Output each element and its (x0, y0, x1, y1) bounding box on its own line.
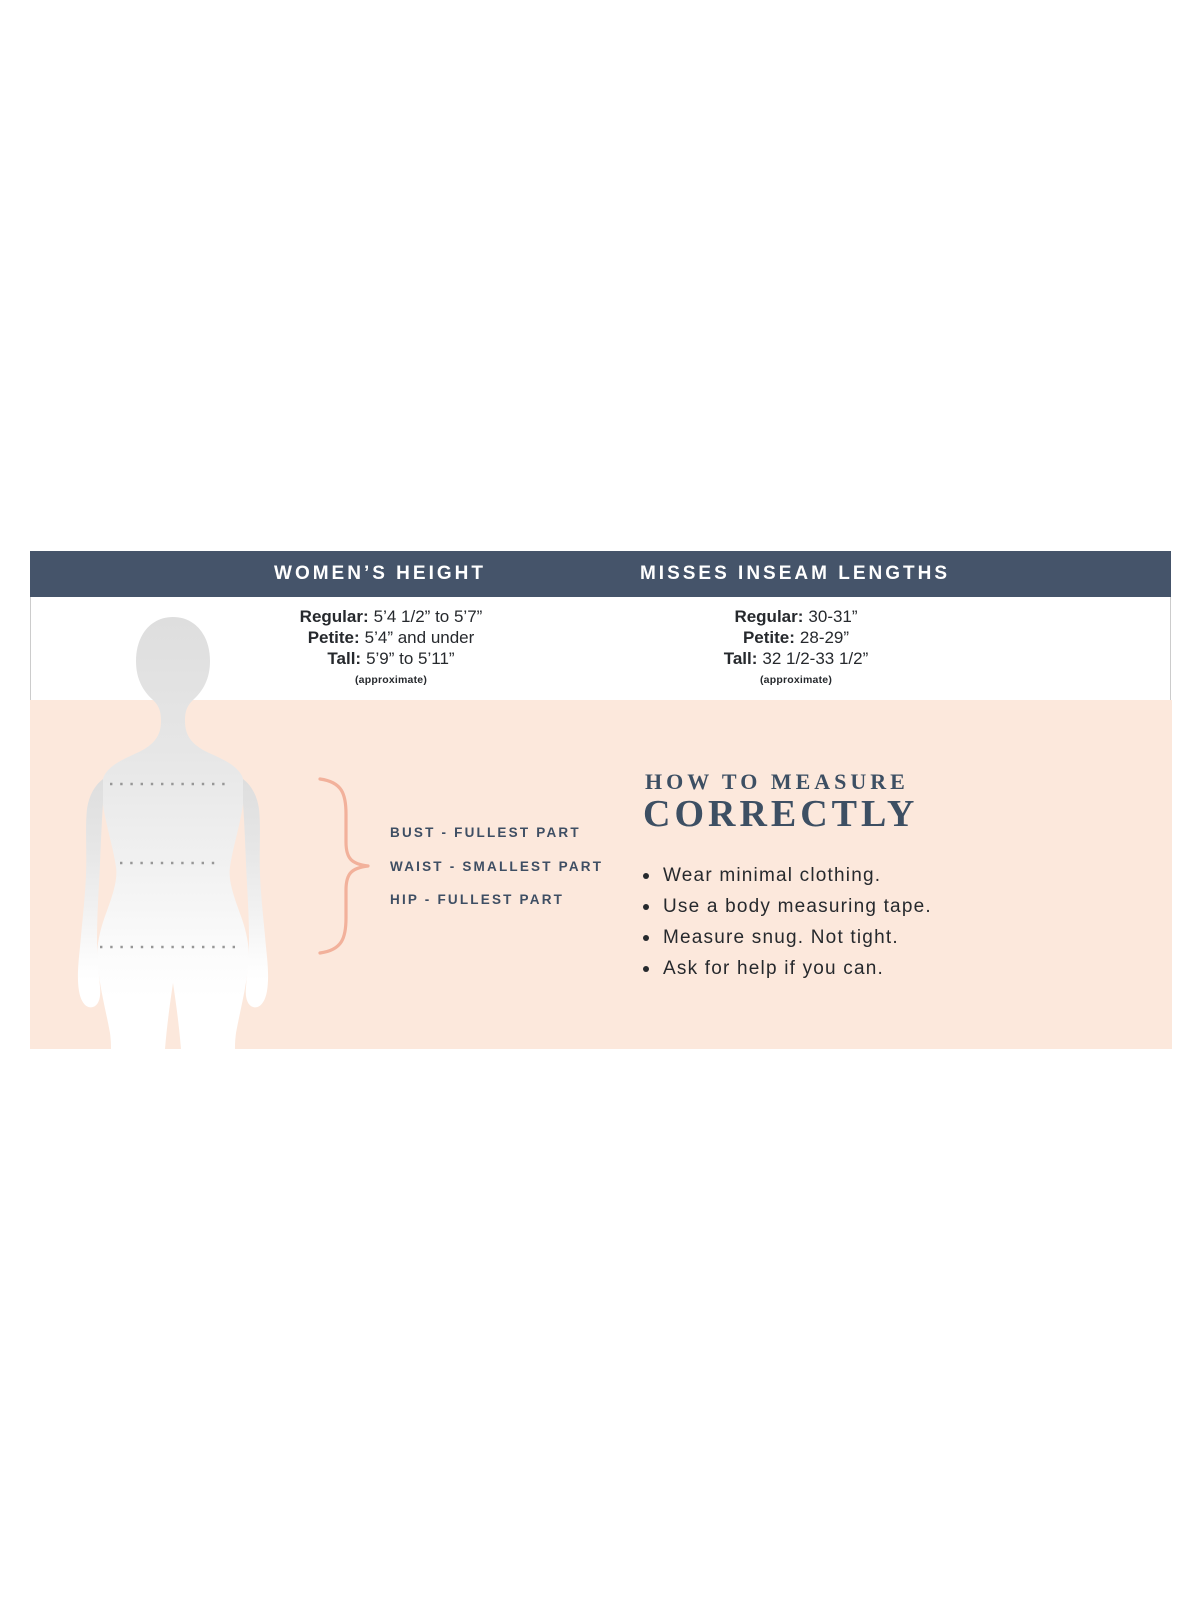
tip-text: Use a body measuring tape. (663, 895, 932, 917)
spec-label: Tall: (723, 649, 758, 668)
spec-label: Tall: (327, 649, 362, 668)
spec-value: 5’9” to 5’11” (366, 649, 455, 668)
list-item (640, 860, 932, 891)
womens-height-title: WOMEN’S HEIGHT (274, 563, 486, 584)
tip-text: Ask for help if you can. (663, 957, 885, 979)
measuring-tips-list (640, 860, 932, 984)
misses-inseam-specs (586, 606, 1006, 691)
curly-brace-icon (315, 776, 373, 956)
spec-row (586, 606, 1006, 627)
spec-value: 5’4 1/2” to 5’7” (373, 607, 483, 626)
approximate-note: (approximate) (759, 674, 833, 686)
spec-label: Petite: (742, 628, 795, 647)
hip-label: HIP - FULLEST PART (390, 892, 565, 907)
misses-inseam-title: MISSES INSEAM LENGTHS (639, 563, 951, 584)
list-item (640, 891, 932, 922)
bust-label: BUST - FULLEST PART (390, 825, 581, 840)
tip-text: Wear minimal clothing. (663, 864, 882, 886)
spec-row (586, 627, 1006, 648)
spec-value: 30-31” (808, 607, 858, 626)
bullet-dot-icon (643, 873, 649, 879)
spec-value: 32 1/2-33 1/2” (762, 649, 869, 668)
spec-label: Petite: (307, 628, 360, 647)
header-bar (30, 551, 1171, 598)
spec-label: Regular: (299, 607, 369, 626)
female-silhouette-icon (73, 613, 277, 1049)
list-item (640, 953, 932, 984)
spec-label: Regular: (734, 607, 804, 626)
bullet-dot-icon (643, 904, 649, 910)
how-to-measure-title: CORRECTLY (643, 793, 919, 835)
waist-label: WAIST - SMALLEST PART (390, 859, 604, 874)
how-to-measure-kicker: HOW TO MEASURE (645, 769, 909, 794)
tip-text: Measure snug. Not tight. (663, 926, 899, 948)
spec-value: 28-29” (799, 628, 850, 647)
spec-value: 5’4” and under (364, 628, 475, 647)
bullet-dot-icon (643, 935, 649, 941)
bullet-dot-icon (643, 966, 649, 972)
list-item (640, 922, 932, 953)
spec-row (586, 648, 1006, 669)
approximate-note: (approximate) (354, 674, 428, 686)
